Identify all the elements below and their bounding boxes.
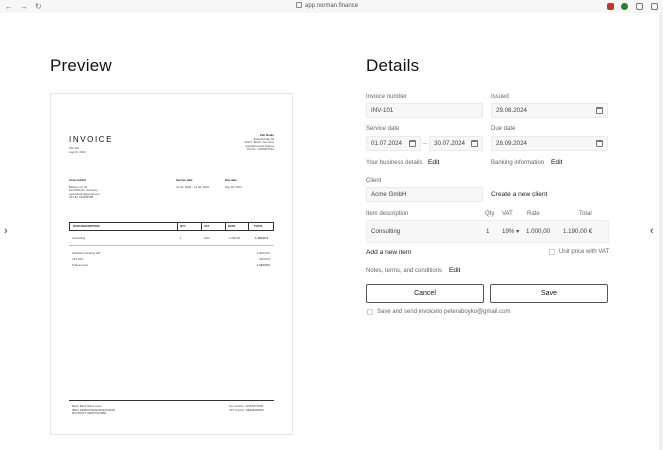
- vat-label: VAT 19%: [72, 257, 84, 261]
- preview-title: Preview: [50, 56, 112, 75]
- item-description-header: Item description: [366, 211, 409, 217]
- chevron-left-icon[interactable]: ‹: [650, 225, 654, 237]
- unit-price-vat-checkbox[interactable]: [549, 249, 555, 255]
- calendar-icon[interactable]: [596, 107, 603, 114]
- subtotal-value: 1.000,00 €: [256, 251, 270, 255]
- chevron-right-icon[interactable]: ›: [4, 225, 8, 237]
- sender-block: Petr Boiko Suarezstraße 18 10177, Berlin, Germany peter@norman.finance Phone: +4915227561: [244, 133, 274, 152]
- sidebar-toggle-icon[interactable]: [636, 3, 643, 10]
- business-details-label: Your business details: [366, 160, 423, 166]
- edit-business-details-link[interactable]: Edit: [428, 159, 440, 166]
- invoice-row-description: Consulting: [72, 236, 86, 240]
- create-client-link[interactable]: Create a new client: [491, 191, 548, 198]
- link-icon: [296, 2, 302, 8]
- subtotal-label: Subtotal excluding VAT: [72, 251, 101, 255]
- edit-notes-link[interactable]: Edit: [449, 267, 461, 274]
- unit-price-vat-label: Unit price with VAT: [559, 249, 610, 255]
- due-date-input[interactable]: 28.09.2024: [491, 136, 608, 151]
- calendar-icon[interactable]: [409, 140, 416, 147]
- back-arrow-icon[interactable]: ←: [5, 2, 13, 11]
- extension-icon[interactable]: [621, 3, 628, 10]
- invoice-row-total: 1.190,00 €: [255, 236, 269, 240]
- chevron-down-icon: ▾: [516, 228, 520, 235]
- invoice-table-header: ITEM DESCRIPTION QTY VAT RATE TOTAL: [69, 222, 274, 231]
- item-rate-input[interactable]: 1.000,00: [526, 228, 551, 235]
- client-block: Acme GmbH Berliner str. 18 10178 Berlin, Germany peteraboyko@gmail.com VAT ID: 123456789: [69, 178, 100, 200]
- item-row: [366, 220, 609, 243]
- add-item-button[interactable]: Add a new item: [366, 249, 412, 256]
- footer-divider: [69, 400, 274, 401]
- banking-info-label: Banking information: [491, 160, 545, 166]
- notes-label: Notes, terms, and conditions: [366, 268, 443, 274]
- cancel-button[interactable]: Cancel: [366, 284, 484, 303]
- item-qty-header: Qty: [485, 211, 495, 217]
- invoice-number-label: Invoice number: [366, 94, 408, 100]
- item-vat-header: VAT: [502, 211, 513, 217]
- invoice-row-vat: 19%: [204, 236, 210, 240]
- forward-arrow-icon[interactable]: →: [20, 2, 28, 11]
- save-button[interactable]: Save: [490, 284, 608, 303]
- invoice-row-rate: 1.000,00: [229, 236, 240, 240]
- save-send-label: Save and send invoiceto peteraboyko@gmail.com: [377, 309, 511, 315]
- item-total-header: Total: [579, 211, 592, 217]
- calendar-icon[interactable]: [471, 140, 478, 147]
- service-date-block: Service date Jul 01, 2024 - Jul 30, 2024: [176, 178, 209, 189]
- bank-details: Bank: Bank Name Here IBAN: DE89370400440532013000 BIC/SWIFT: DEMITNUMBR: [72, 404, 116, 416]
- vat-value: 190,00 €: [259, 257, 270, 261]
- item-description-input[interactable]: Consulting: [371, 228, 401, 235]
- client-select[interactable]: Acme GmbH: [366, 187, 483, 202]
- tax-details: Tax number: 1234/5678789 VAT number: DE999999999: [229, 404, 264, 412]
- item-total-value: 1.190,00 €: [563, 228, 593, 235]
- service-date-label: Service date: [366, 126, 400, 132]
- reload-icon[interactable]: ↻: [35, 2, 42, 11]
- details-title: Details: [366, 56, 420, 75]
- scrollbar[interactable]: [659, 13, 663, 450]
- service-date-from-input[interactable]: 01.07.2024: [366, 136, 421, 151]
- invoice-number-input[interactable]: INV-101: [366, 103, 483, 118]
- edit-banking-info-link[interactable]: Edit: [551, 159, 563, 166]
- invoice-meta: INV-101 Aug 01, 2024: [69, 146, 86, 154]
- total-label: Total amount: [72, 263, 89, 267]
- extension-icon[interactable]: [607, 3, 614, 10]
- browser-toolbar: [0, 0, 663, 13]
- invoice-row-qty: 1: [180, 236, 182, 240]
- due-date-label: Due date: [491, 126, 516, 132]
- issued-label: Issued: [491, 94, 509, 100]
- due-date-block: Due date Sep 28, 2024: [225, 178, 242, 189]
- divider: [69, 245, 274, 246]
- save-send-checkbox[interactable]: [367, 309, 373, 315]
- calendar-icon[interactable]: [596, 140, 603, 147]
- invoice-heading: INVOICE: [69, 135, 114, 144]
- service-date-to-input[interactable]: 30.07.2024: [429, 136, 483, 151]
- item-rate-header: Rate: [527, 211, 540, 217]
- client-label: Client: [366, 178, 382, 184]
- address-bar[interactable]: app.norman.finance: [296, 2, 358, 11]
- date-range-separator: –: [423, 140, 427, 147]
- issued-date-input[interactable]: 29.08.2024: [491, 103, 608, 118]
- total-value: 1.190,00 €: [256, 263, 270, 267]
- item-qty-input[interactable]: 1: [486, 228, 490, 235]
- split-view-icon[interactable]: [651, 3, 658, 10]
- item-vat-select[interactable]: 19% ▾: [502, 228, 520, 235]
- invoice-preview: [50, 93, 293, 435]
